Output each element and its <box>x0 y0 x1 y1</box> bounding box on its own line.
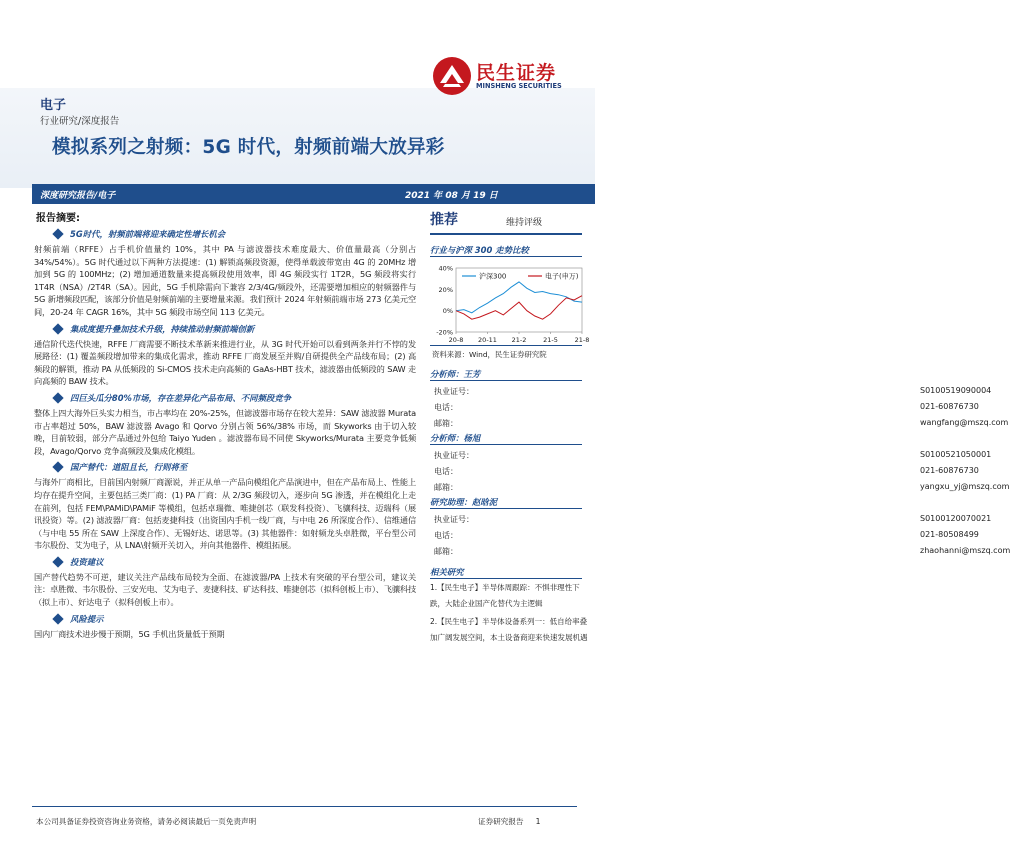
diamond-bullet-icon <box>52 323 63 334</box>
header-bar <box>32 184 595 204</box>
legend-label: 电子(申万) <box>545 272 579 281</box>
divider <box>430 345 582 346</box>
section-text: 整体上四大海外巨头实力相当，市占率均在 20%-25%，但滤波器市场存在较大差异：SAW 滤波器 Murata 市占率超过 50%，BAW 滤波器 Avago 和 Qorvo 分别占领 56%/38% 市场，而 Skyworks 由于切入较晚，目前较弱，部分产品通过外包给 Taiyo Yuden 。滤波器布局不同使 Skyworks/Murata 主要竞争低频段，Avago/Qorvo 竞争高频段及集成化模组。 <box>34 407 416 456</box>
section-text: 国内厂商技术进步慢于预期，5G 手机出货量低于预期 <box>34 628 225 639</box>
footer-disclaimer: 本公司具备证券投资咨询业务资格，请务必阅读最后一页免责声明 <box>36 817 257 826</box>
divider <box>430 256 582 257</box>
analyst-cert: 执业证号： S0100519090004 <box>434 386 992 396</box>
analyst-phone: 电话： 021-80508499 <box>434 530 979 540</box>
x-tick-label: 21-5 <box>543 336 558 344</box>
diamond-bullet-icon <box>52 462 63 473</box>
brand-logo-icon <box>432 56 472 96</box>
sector-label: 电子 <box>40 98 67 113</box>
section-text: 射频前端（RFFE）占手机价值量约 10%，其中 PA 与滤波器技术难度最大、价值量最高（分别占 34%/54%）。5G 时代通过以下两种方法提速：(1) 解锁高频段资源，使得单载波带宽由 4G 的 20MHz 增加到 5G 的 100MHz；(2) 增加通道数量来提高频段使用效率，即 4G 频段实行 1T2R，5G 频段将实行 1T4R（NSA）/2T4R（SA）。因此，5G 手机除需向下兼容 2/3/4G/频段外，还需要增加相应的射频器件与 5G 新增频段匹配，该部分价值是射频前端的主要增量来源。我们预计 2024 年射频前端市场 273 亿美元空间，20-24 年 CAGR 16%，其中 5G 频段市场空间 113 亿美元。 <box>34 244 416 317</box>
diamond-bullet-icon <box>52 228 63 239</box>
analyst-cert: 执业证号： S0100120070021 <box>434 514 992 524</box>
x-tick-label: 21-2 <box>511 336 527 344</box>
chart-source: 资料来源：Wind，民生证券研究院 <box>432 350 547 359</box>
divider <box>430 444 582 445</box>
x-tick-label: 20-8 <box>448 336 464 344</box>
brand-name-en: MINSHENG SECURITIES <box>476 82 562 90</box>
series-line-1 <box>456 296 582 320</box>
section-text: 国产替代趋势不可逆，建议关注产品线布局较为全面、在滤波器/PA 上技术有突破的平台型公司，建议关注：卓胜微、韦尔股份、三安光电、艾为电子、麦捷科技、矿达科技、唯捷创芯（拟科创板上市）、飞骧科技（拟上市）、好达电子（拟科创板上市）。 <box>34 571 416 608</box>
related-item[interactable]: 2.【民生电子】半导体设备系列一：低自给率叠加广阔发展空间，本土设备商迎来快速发展机遇 <box>430 617 588 642</box>
related-item[interactable]: 1.【民生电子】半导体周跟踪：不惧非理性下跌，大陆企业国产化替代为主逻辑 <box>430 583 580 608</box>
brand-logo <box>432 56 582 96</box>
report-type-label: 行业研究/深度报告 <box>40 116 120 127</box>
section-heading: 四巨头瓜分80%市场，存在差异化产品布局、不同频段竞争 <box>54 392 416 404</box>
analyst-email[interactable]: 邮箱： wangfang@mszq.com <box>434 418 1009 428</box>
y-tick-label: 40% <box>438 264 453 273</box>
y-tick-label: 20% <box>438 285 453 294</box>
page-number: 1 <box>535 817 541 826</box>
analyst-cert: 执业证号： S0100521050001 <box>434 450 992 460</box>
chart-title: 行业与沪深 300 走势比较 <box>430 245 529 255</box>
section-heading: 集成度提升叠加技术升级，持续推动射频前端创新 <box>54 323 416 335</box>
divider <box>430 233 582 235</box>
rating-label: 推荐 <box>430 212 458 228</box>
analyst-email[interactable]: 邮箱： yangxu_yj@mszq.com <box>434 482 1010 492</box>
rating-value: 维持评级 <box>506 218 543 228</box>
series-line-0 <box>456 282 582 313</box>
footer-divider <box>32 806 577 807</box>
legend-label: 沪深300 <box>479 272 507 281</box>
section-heading: 5G时代，射频前端将迎来确定性增长机会 <box>54 228 416 240</box>
report-title: 模拟系列之射频：5G 时代，射频前端大放异彩 <box>52 137 445 158</box>
summary-body <box>34 224 416 640</box>
section-text: 通信阶代迭代快速，RFFE 厂商需要不断技术革新来推进行业，从 3G 时代开始可以看到两条并行不悖的发展路径：(1) 覆盖频段增加带来的集成化需求，推动 RFFE 厂商发展至并购/自研提供全产品线布局；(2) 高频段的解锁，推动 PA 从低频段的 Si-CMOS 技术走向高频的 GaAs-HBT 技术，滤波器由低频段的 SAW 走向高频的 BAW 技术。 <box>34 338 416 387</box>
section-heading: 投资建议 <box>54 556 416 568</box>
analyst-phone: 电话： 021-60876730 <box>434 466 979 476</box>
y-tick-label: -20% <box>436 328 453 337</box>
x-tick-label: 21-8 <box>574 336 590 344</box>
section-text: 与海外厂商相比，目前国内射频厂商源说，并正从单一产品向模组化产品演进中，但在产品布局上、性能上均存在提升空间，主要包括三类厂商：(1) PA 厂商：从 2/3G 频段切入，逐步向 5G 渗透，并在模组化上走在前列，包括 FEM\PAMiD\PAMiF 等模组，包括卓瑞微、唯捷创芯（联发科投资）、飞骧科技、迈瑞科（展讯投资）等。(2) 滤波器厂商：包括麦捷科技（出资国内手机一线厂商，与中电 26 所深度合作）、信维通信（与中电 55 所在 SAW 上深度合作）、无锡好达、诺思等。(3) 其他器件：如射频龙头卓胜微，平台型公司韦尔股份、艾为电子，从 LNA\射频开关切入，并向其他器件、模组拓展。 <box>34 477 416 551</box>
analyst-phone: 电话： 021-60876730 <box>434 402 979 412</box>
summary-heading: 报告摘要: <box>36 213 80 224</box>
header-bar-date: 2021 年 08 月 19 日 <box>405 191 498 201</box>
diamond-bullet-icon <box>52 556 63 567</box>
header-bar-category: 深度研究报告/电子 <box>40 191 116 201</box>
y-tick-label: 0% <box>442 307 453 316</box>
analyst-role: 分析师：王芳 <box>430 369 481 379</box>
section-heading: 国产替代：道阻且长，行则将至 <box>54 461 416 473</box>
analyst-email[interactable]: 邮箱： zhaohanni@mszq.com <box>434 546 1010 556</box>
divider <box>430 508 582 509</box>
divider <box>430 578 582 579</box>
brand-name-cn: 民生证券 <box>476 62 557 84</box>
section-heading: 风险提示 <box>54 613 416 625</box>
diamond-bullet-icon <box>52 392 63 403</box>
index-comparison-chart <box>430 258 590 348</box>
analyst-role: 分析师：杨旭 <box>430 433 481 443</box>
related-heading: 相关研究 <box>430 567 464 577</box>
analyst-role: 研究助理：赵晗泥 <box>430 497 497 507</box>
diamond-bullet-icon <box>52 613 63 624</box>
divider <box>430 380 582 381</box>
x-tick-label: 20-11 <box>478 336 497 344</box>
footer-label: 证券研究报告 1 <box>478 817 541 826</box>
